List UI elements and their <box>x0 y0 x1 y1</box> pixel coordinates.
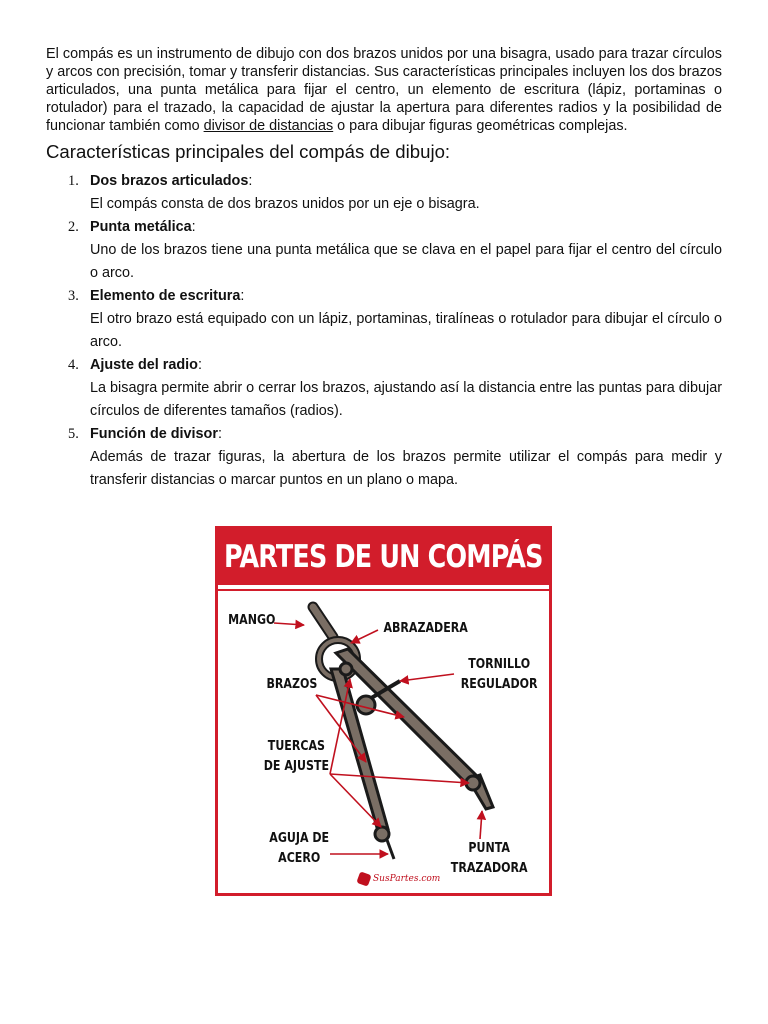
label-tornillo-regulador: TORNILLO REGULADOR <box>460 657 538 692</box>
item-description: El compás consta de dos brazos unidos por un eje o bisagra. <box>90 196 480 212</box>
list-number: 3. <box>68 288 79 304</box>
list-item <box>46 423 722 492</box>
document-body <box>46 45 722 492</box>
item-colon: : <box>217 426 222 442</box>
item-description: El otro brazo está equipado con un lápiz, portaminas, tiralíneas o rotulador para dibujar el círculo o arco. <box>90 311 722 350</box>
item-title: Punta metálica <box>90 219 192 235</box>
list-number: 2. <box>68 219 79 235</box>
label-tuercas-de-ajuste: TUERCAS DE AJUSTE <box>263 739 330 774</box>
item-title: Función de divisor <box>90 426 218 442</box>
item-title: Ajuste del radio <box>90 357 198 373</box>
item-title: Dos brazos articulados <box>90 173 249 189</box>
compass-parts-figure <box>215 526 552 896</box>
label-aguja-de-acero: AGUJA DE ACERO <box>269 831 330 866</box>
puzzle-icon <box>356 871 371 886</box>
list-number: 5. <box>68 426 79 442</box>
item-colon: : <box>248 173 253 189</box>
divisor-link[interactable]: divisor de distancias <box>203 118 334 134</box>
item-colon: : <box>197 357 202 373</box>
compass-handle <box>313 607 333 637</box>
item-description: Además de trazar figuras, la abertura de los brazos permite utilizar el compás para medir y transferir distancias o marcar puntos en un plano o mapa. <box>90 449 722 488</box>
list-number: 1. <box>68 173 79 189</box>
item-description: La bisagra permite abrir o cerrar los brazos, ajustando así la distancia entre las puntas para dibujar círculos de diferentes tamaños (radios). <box>90 380 722 419</box>
intro-text-before: El compás es un instrumento de dibujo con dos brazos unidos por una bisagra, usado para trazar círculos y arcos con precisión, tomar y transferir distancias. Sus características principales incluyen los dos brazos articulados, una punta metálica para fijar el centro, un elemento de escritura (lápiz, portaminas o rotulador) para el trazado, la capacidad de ajustar la apertura para diferentes radios y la posibilidad de funcionar también como <box>46 46 722 134</box>
label-mango: MANGO <box>228 613 276 628</box>
figure-title: PARTES DE UN COMPÁS <box>224 539 543 575</box>
label-punta-trazadora: PUNTA TRAZADORA <box>450 841 528 876</box>
features-list <box>46 170 722 492</box>
label-brazos: BRAZOS <box>266 677 318 692</box>
label-abrazadera: ABRAZADERA <box>383 621 468 636</box>
list-item <box>46 216 722 285</box>
intro-text-after: o para dibujar figuras geométricas complejas. <box>333 118 628 134</box>
item-description: Uno de los brazos tiene una punta metálica que se clava en el papel para fijar el centro del círculo o arco. <box>90 242 722 281</box>
list-item <box>46 354 722 423</box>
list-number: 4. <box>68 357 79 373</box>
item-colon: : <box>191 219 196 235</box>
section-heading: Características principales del compás de dibujo: <box>46 141 451 162</box>
item-title: Elemento de escritura <box>90 288 241 304</box>
list-item <box>46 170 722 216</box>
intro-paragraph <box>46 45 722 135</box>
watermark-text: SusPartes.com <box>373 874 441 884</box>
list-item <box>46 285 722 354</box>
item-colon: : <box>240 288 245 304</box>
watermark <box>358 873 440 885</box>
